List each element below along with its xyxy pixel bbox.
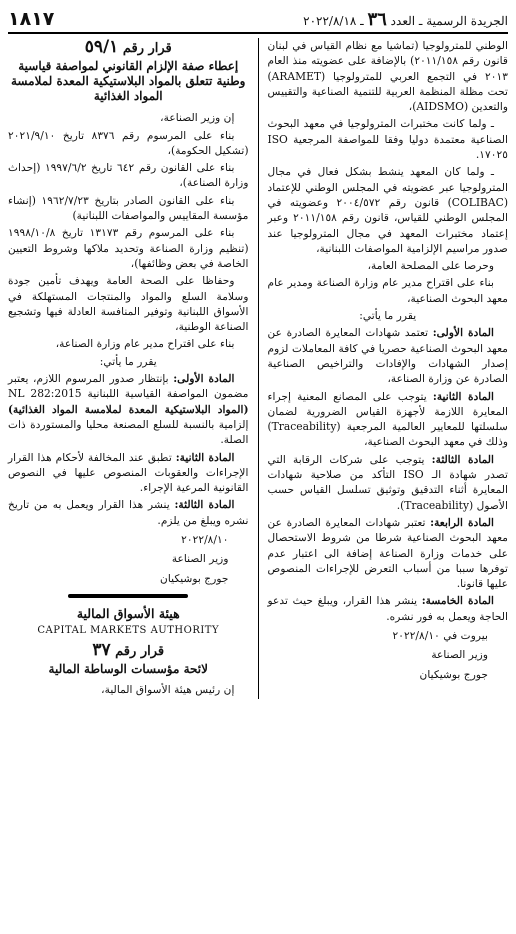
article [267,325,508,386]
article-label: المادة الأولى: [173,372,235,386]
paragraph: الوطني للمترولوجيا (تماشيا مع نظام القياس في لبنان قانون رقم ٢٠١١/١٥٨) بالإضافة على عضويته منذ العام ٢٠١٣ في التجمع العربي للمترولوجيا (ARAMET) تحت مظلة المنظمة العربية للتنمية الصناعية والتقييس والتعدين (AIDSMO)، [267,39,508,114]
article [267,593,508,624]
signature-date: ٢٠٢٢/٨/١٠ [181,533,229,547]
article [8,497,249,528]
article-text: يتوجب على شركات الرقابة التي تصدر شهادة الـ ISO التأكد من صلاحية شهادات المعايرة أثناء التدقيق وتوثيق تسلسل القياس حسب الأصول (Traceability). [267,452,509,512]
decides-heading: يقرر ما يأتي: [359,309,417,323]
article [8,450,249,496]
article-label: المادة الثانية: [432,389,494,403]
paragraph: وحرصا على المصلحة العامة، [367,259,494,273]
decision2-title: لائحة مؤسسات الوساطة المالية [48,661,208,676]
article-label: المادة الرابعة: [430,515,494,529]
paragraph: بناء على المرسوم رقم ١٣١٧٣ تاريخ ١٩٩٨/١٠/٨ (تنظيم وزارة الصناعة وتحديد ملاكها وشروط التعيين الخاصة في بعض وظائفها)، [7,226,249,270]
signature-name: جورج بوشيكيان [160,571,229,585]
decision-label: قرار رقم [122,41,172,56]
article-text: يتوجب على المصانع المعنية إجراء المعايرة اللازمة لأجهزة القياس الضرورية لضمان سلسلتها للمعايير العالمية المرجعية (Traceability) وذلك في معهد البحوث الصناعية، [267,389,508,449]
article-text: تطبق عند المخالفة لأحكام هذا القرار الإجراءات والعقوبات المنصوص عليها في النصوص القانونية المرعية الإجراء. [7,450,249,495]
paragraph: وحفاظا على الصحة العامة ويهدف تأمين جودة وسلامة السلع والمواد والمنتجات المستهلكة في الأسواق اللبنانية وتوفير المنافسة العادلة فيها وتشجيع الصناعة الوطنية، [7,274,249,334]
section-divider [68,594,188,598]
left-column [8,38,255,699]
decision2-number-heading [8,639,249,660]
authority-name-english: CAPITAL MARKETS AUTHORITY [37,625,220,637]
article-text: تعتبر شهادات المعايرة الصادرة عن معهد البحوث الصناعية شرطا من شروط الاستحصال على خدمات وزارة الصناعة إضافة الى اعتبار عدم توفرها سببا من أسباب التعرض للإجراءات المنصوص عليها قانونا. [267,515,508,591]
signature-place-date: بيروت في ٢٠٢٢/٨/١٠ [392,628,488,642]
issue-number: ٣٦ [367,8,387,30]
paragraph: بناء على المرسوم رقم ٨٣٧٦ تاريخ ٢٠٢١/٩/١٠ (تشكيل الحكومة)، [7,128,249,157]
paragraph: إن وزير الصناعة، [160,111,235,125]
paragraph: بناء على اقتراح مدير عام وزارة الصناعة، [55,337,235,351]
decision2-label: قرار رقم [115,643,165,659]
article [267,389,508,450]
decision-title: إعطاء صفة الإلزام القانوني لمواصفة قياسية وطنية تتعلق بالمواد البلاستيكية المعدة لملامسة المواد الغذائية [11,59,246,104]
article-text-tail: إلزامية بالنسبة للسلع المصنعة محليا والمستوردة ذات الصلة. [7,417,249,447]
signature-name: جورج بوشيكيان [419,667,488,681]
article-label: المادة الثانية: [175,450,235,464]
paragraph: ـ ولما كانت مختبرات المترولوجيا في معهد البحوث الصناعية معتمدة دوليا وفقا للمواصفة المرجعية ISO ١٧٠٢٥. [267,117,508,162]
article-label: المادة الأولى: [432,326,494,340]
decision2-number: ٣٧ [92,639,111,660]
running-date: ـ ٢٠٢٢/٨/١٨ [303,13,364,28]
paragraph: بناء على القانون الصادر بتاريخ ١٩٦٢/٧/٢٣ (إنشاء مؤسسة المقاييس والمواصفات اللبنانية) [7,193,249,223]
article-text: تعتمد شهادات المعايرة الصادرة عن معهد البحوث الصناعية حصريا في كافة المعاملات لزوم إصدار الشهادات والإفادات والتراخيص الصناعية الصادرة عن وزارة الصناعة، [267,326,508,386]
article-text: ينشر هذا القرار، ويبلغ حيث تدعو الحاجة ويعمل به فور نشره. [267,594,508,623]
article-label: المادة الخامسة: [421,594,495,608]
decision-number: ٥٩/١ [84,37,119,57]
article-label: المادة الثالثة: [431,452,494,466]
authority-name-arabic: هيئة الأسواق المالية [76,605,180,621]
article-bold-text: (المواد البلاستيكية المعدة لملامسة المواد الغذائية) [7,402,249,416]
paragraph: بناء على اقتراح مدير عام وزارة الصناعة ومدير عام معهد البحوث الصناعية، [267,276,508,305]
running-title-text: الجريدة الرسمية ـ العدد [390,13,508,28]
article [267,452,508,513]
two-columns [8,38,508,699]
signature-title: وزير الصناعة [171,552,229,566]
column-divider [258,38,259,699]
page-header [8,6,508,34]
article [8,371,249,447]
paragraph: ـ ولما كان المعهد ينشط بشكل فعال في مجال المترولوجيا عبر عضويته في المجلس الوطني للإعتماد (COLIBAC) قانون رقم ٢٠٠٤/٥٧٢ وعضويته في المجلس الوطني للقياس، قانون رقم ٢٠١١/١٥٨ وعبر إعتماد مختبرات المعهد في مجال المترولوجيا عند صدور مراسيم الإلزامية المواصفات اللبنانية، [267,165,508,255]
right-column [261,38,508,699]
running-title [303,9,508,30]
page-number: ١٨١٧ [8,8,55,30]
article [267,515,508,591]
paragraph: بناء على القانون رقم ٦٤٢ تاريخ ١٩٩٧/٦/٢ (إحداث وزارة الصناعة)، [7,161,249,190]
signature-title: وزير الصناعة [431,648,488,662]
paragraph: إن رئيس هيئة الأسواق المالية، [101,682,235,696]
article-label: المادة الثالثة: [174,498,235,512]
article-text: ينشر هذا القرار ويعمل به من تاريخ نشره ويبلغ من يلزم. [7,498,249,527]
decides-heading: يقرر ما يأتي: [99,354,157,368]
decision-number-heading [8,37,249,57]
article-text: بإنتظار صدور المرسوم اللازم، يعتبر مضمون المواصفة القياسية اللبنانية NL 282:2015 [7,372,249,401]
